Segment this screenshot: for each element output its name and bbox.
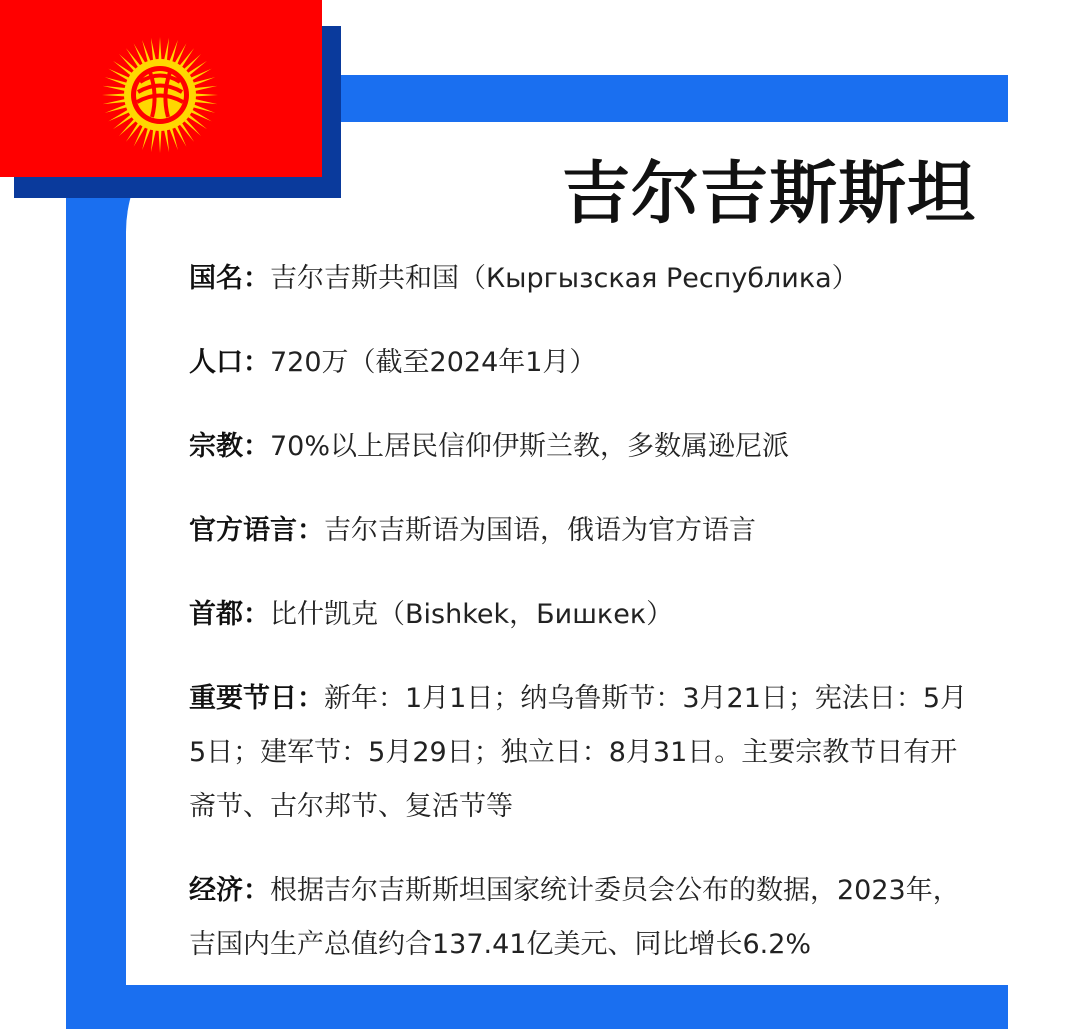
sun-ray [142,40,151,63]
sun-ray [142,127,151,150]
info-label: 人口： [189,347,270,378]
sun-ray [103,86,127,91]
kyrgyzstan-flag [0,0,322,177]
sun-ray [179,122,194,142]
info-row-capital [189,588,979,642]
sun-ray [169,127,178,150]
info-row-name [189,252,979,306]
sun-ray [187,61,207,76]
info-value: 新年：1月1日；纳乌鲁斯节：3月21日；宪法日：5月5日；建军节：5月29日；独立日：8月31日。主要宗教节日有开斋节、古尔邦节、复活节等 [189,683,968,822]
info-row-language [189,504,979,558]
sun-ray [169,40,178,63]
sun-ray [179,48,194,68]
info-label: 重要节日： [189,683,324,714]
sun-ray [193,86,217,91]
info-list [189,252,979,1002]
info-label: 国名： [189,263,270,294]
info-label: 官方语言： [189,515,324,546]
info-label: 首都： [189,599,270,630]
sun-ray [113,114,133,129]
sun-ray [193,99,217,104]
sun-ray [158,37,161,61]
sun-ray [105,104,128,113]
kyrgyzstan-flag-icon [98,33,222,157]
sun-ray [192,77,215,86]
sun-ray [192,104,215,113]
sun-ray [126,48,141,68]
info-label: 宗教： [189,431,270,462]
info-value: 吉尔吉斯共和国（Кыргызская Республика） [270,263,859,294]
sun-ray [194,93,218,96]
info-row-religion [189,420,979,474]
info-value: 70%以上居民信仰伊斯兰教，多数属逊尼派 [270,431,790,462]
info-value: 吉尔吉斯语为国语，俄语为官方语言 [324,515,756,546]
info-label: 经济： [189,875,270,906]
sun-ray [164,128,169,152]
sun-ray [119,54,137,72]
info-row-economy [189,864,979,972]
sun-ray [103,99,127,104]
info-value: 720万（截至2024年1月） [270,347,597,378]
sun-ray [158,129,161,153]
page-title: 吉尔吉斯斯坦 [561,155,976,234]
sun-ray [187,114,207,129]
info-row-holidays [189,672,979,834]
sun-ray [164,38,169,62]
sun-ray [105,77,128,86]
sun-ray [102,93,126,96]
info-value: 根据吉尔吉斯斯坦国家统计委员会公布的数据，2023年，吉国内生产总值约合137.41亿美元、同比增长6.2% [189,875,960,960]
sun-ray [183,118,201,136]
sun-ray [126,122,141,142]
info-value: 比什凯克（Bishkek，Бишкек） [270,599,674,630]
sun-ray [113,61,133,76]
info-row-population [189,336,979,390]
sun-ray [119,118,137,136]
sun-ray [151,128,156,152]
sun-ray [183,54,201,72]
sun-ray [151,38,156,62]
